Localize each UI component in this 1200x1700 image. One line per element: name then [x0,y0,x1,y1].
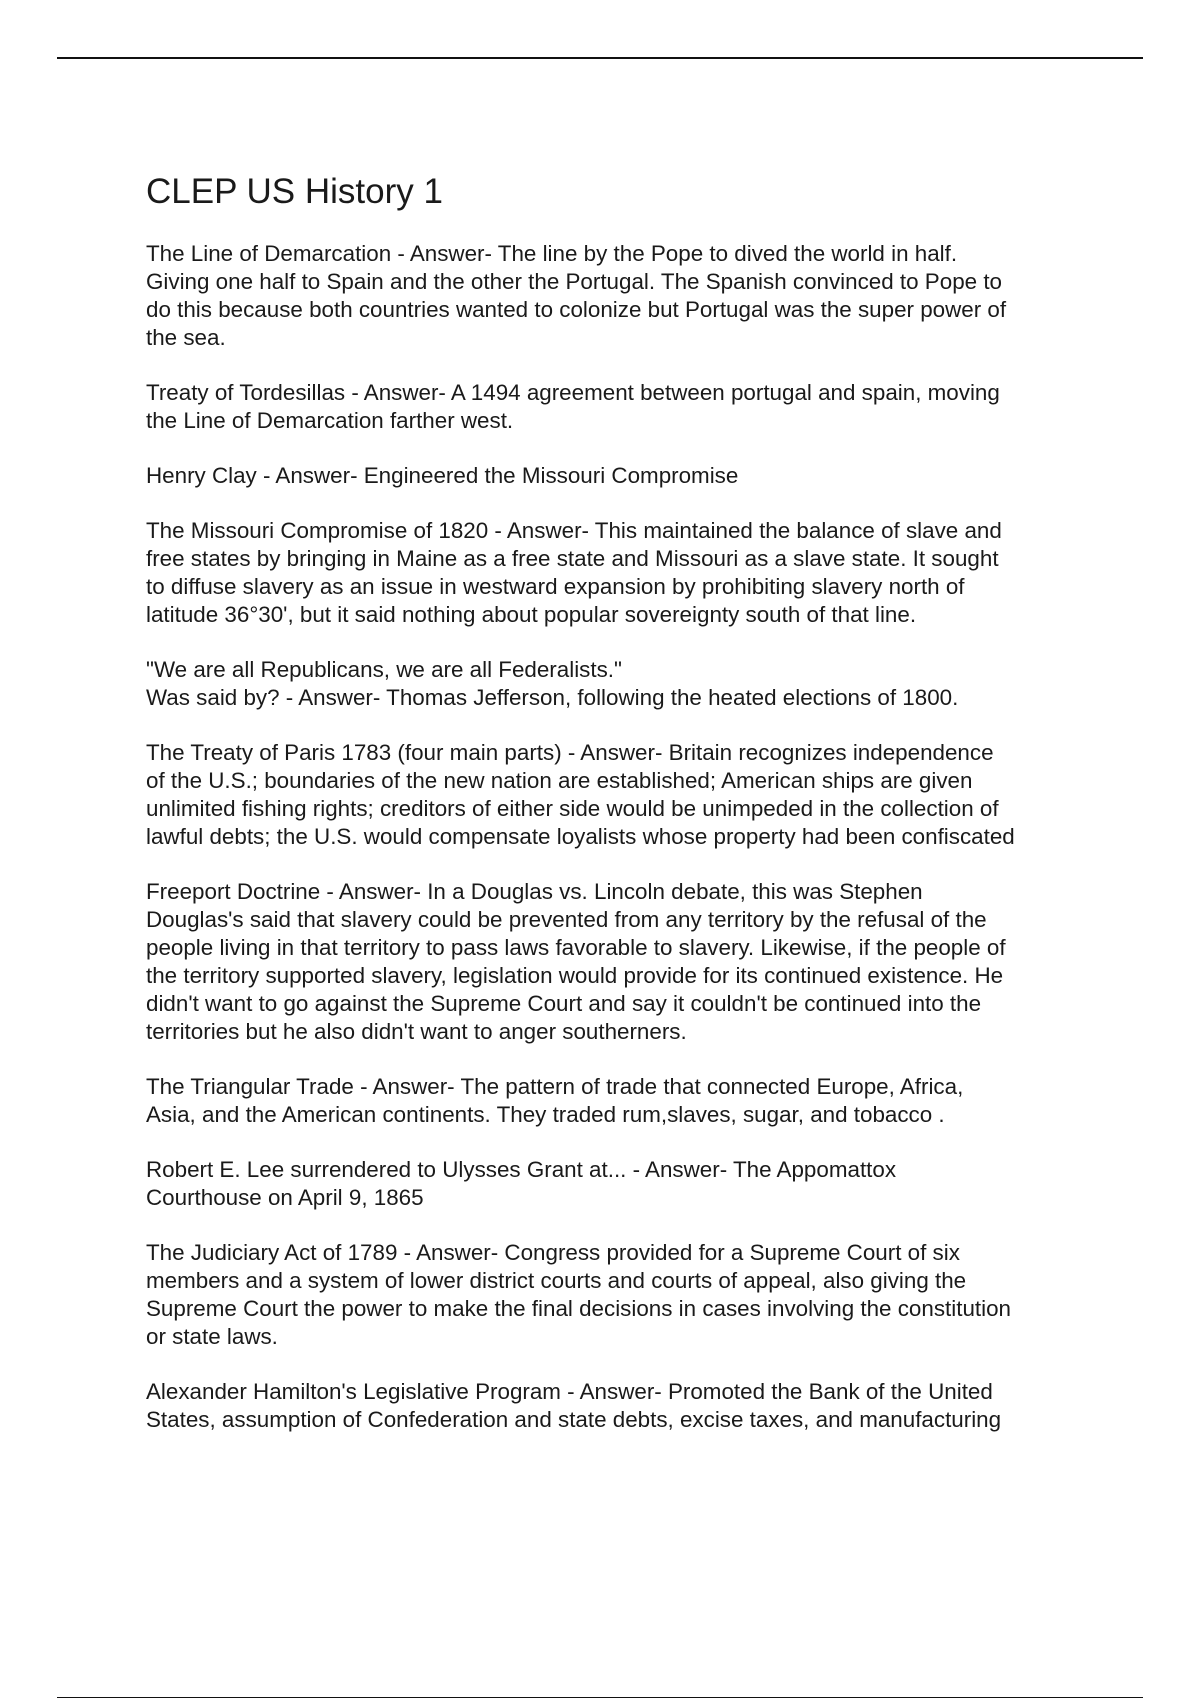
entry-text-line: the territory supported slavery, legislation would provide for its continued existence. He [146,963,1004,989]
entry-text-line: members and a system of lower district courts and courts of appeal, also giving the [146,1268,967,1294]
entry-text-line: Giving one half to Spain and the other the Portugal. The Spanish convinced to Pope to [146,269,1002,295]
entry-text-line: States, assumption of Confederation and state debts, excise taxes, and manufacturing [146,1407,1002,1433]
entry-text-line: Was said by? - Answer- Thomas Jefferson, following the heated elections of 1800. [146,685,959,711]
flashcard-entry [146,1156,1096,1212]
document-body [146,172,1096,1461]
entry-text-line: Alexander Hamilton's Legislative Program - Answer- Promoted the Bank of the United [146,1379,993,1405]
entry-text-line: The Triangular Trade - Answer- The pattern of trade that connected Europe, Africa, [146,1074,964,1100]
entry-text-line: Freeport Doctrine - Answer- In a Douglas vs. Lincoln debate, this was Stephen [146,879,923,905]
entry-text-line: didn't want to go against the Supreme Court and say it couldn't be continued into the [146,991,982,1017]
entry-text-line: "We are all Republicans, we are all Federalists." [146,657,622,683]
entry-text-line: people living in that territory to pass laws favorable to slavery. Likewise, if the people of [146,935,1006,961]
flashcard-entry [146,462,1096,490]
flashcard-entry [146,656,1096,712]
entry-text-line: The Missouri Compromise of 1820 - Answer- This maintained the balance of slave and [146,518,1002,544]
flashcard-entry [146,1073,1096,1129]
entry-text-line: or state laws. [146,1324,278,1350]
entry-text-line: latitude 36°30', but it said nothing about popular sovereignty south of that line. [146,602,917,628]
entry-text-line: do this because both countries wanted to colonize but Portugal was the super power of [146,297,1007,323]
entry-text-line: The Treaty of Paris 1783 (four main parts) - Answer- Britain recognizes independence [146,740,994,766]
flashcard-entry [146,379,1096,435]
entry-text-line: Douglas's said that slavery could be prevented from any territory by the refusal of the [146,907,987,933]
flashcard-entry [146,1239,1096,1351]
entry-text-line: Henry Clay - Answer- Engineered the Missouri Compromise [146,463,739,489]
page-title: CLEP US History 1 [146,172,443,211]
entry-text-line: Courthouse on April 9, 1865 [146,1185,424,1211]
flashcard-entry [146,517,1096,629]
entry-text-line: Asia, and the American continents. They traded rum,slaves, sugar, and tobacco . [146,1102,945,1128]
entry-text-line: Robert E. Lee surrendered to Ulysses Grant at... - Answer- The Appomattox [146,1157,897,1183]
entry-text-line: The Line of Demarcation - Answer- The line by the Pope to dived the world in half. [146,241,958,267]
flashcard-entry [146,739,1096,851]
entry-text-line: free states by bringing in Maine as a free state and Missouri as a slave state. It sought [146,546,999,572]
entry-text-line: of the U.S.; boundaries of the new nation are established; American ships are given [146,768,973,794]
entry-text-line: the sea. [146,325,226,351]
entry-text-line: to diffuse slavery as an issue in westward expansion by prohibiting slavery north of [146,574,965,600]
entry-text-line: The Judiciary Act of 1789 - Answer- Congress provided for a Supreme Court of six [146,1240,960,1266]
entry-text-line: Treaty of Tordesillas - Answer- A 1494 agreement between portugal and spain, moving [146,380,1000,406]
flashcard-list [146,240,1096,1434]
flashcard-entry [146,240,1096,352]
flashcard-entry [146,1378,1096,1434]
top-divider [57,57,1143,59]
entry-text-line: unlimited fishing rights; creditors of either side would be unimpeded in the collection of [146,796,999,822]
entry-text-line: Supreme Court the power to make the final decisions in cases involving the constitution [146,1296,1011,1322]
flashcard-entry [146,878,1096,1046]
entry-text-line: lawful debts; the U.S. would compensate loyalists whose property had been confiscated [146,824,1015,850]
entry-text-line: the Line of Demarcation farther west. [146,408,514,434]
entry-text-line: territories but he also didn't want to anger southerners. [146,1019,687,1045]
bottom-divider [57,1697,1143,1698]
